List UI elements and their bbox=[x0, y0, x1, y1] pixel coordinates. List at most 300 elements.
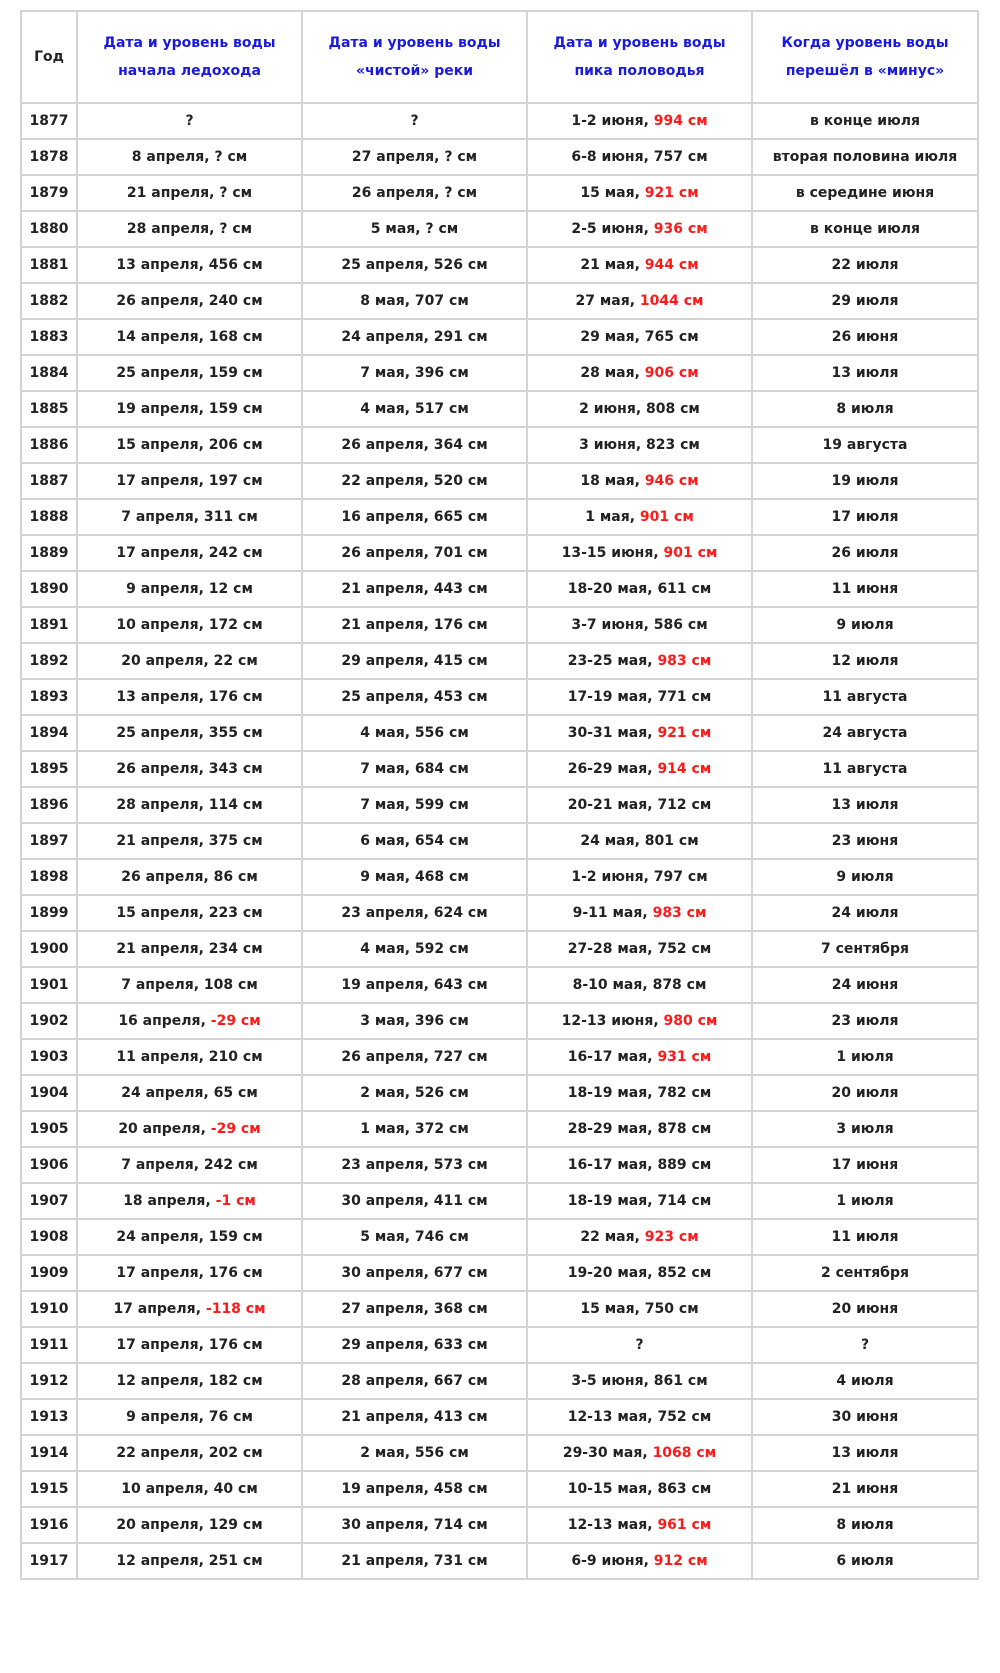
minus-level-cell: 13 июля bbox=[752, 1435, 978, 1471]
year-cell: 1911 bbox=[21, 1327, 77, 1363]
minus-level-cell: 26 июля bbox=[752, 535, 978, 571]
ice-start-date: 20 апреля bbox=[121, 653, 204, 669]
cell-separator: , bbox=[423, 689, 434, 705]
table-row bbox=[21, 139, 978, 175]
flood-peak-date: 27-28 мая bbox=[567, 941, 648, 957]
year-cell: 1910 bbox=[21, 1291, 77, 1327]
flood-peak-level: 771 см bbox=[657, 689, 712, 705]
ice-start-cell bbox=[77, 571, 302, 607]
clear-river-cell bbox=[302, 823, 527, 859]
flood-peak-cell bbox=[527, 355, 752, 391]
cell-separator: , bbox=[198, 761, 209, 777]
ice-start-cell bbox=[77, 967, 302, 1003]
flood-peak-cell bbox=[527, 715, 752, 751]
minus-level-cell: 4 июля bbox=[752, 1363, 978, 1399]
ice-start-cell bbox=[77, 427, 302, 463]
clear-river-date: 23 апреля bbox=[341, 905, 424, 921]
clear-river-date: 4 мая bbox=[360, 725, 405, 741]
cell-separator: , bbox=[423, 257, 434, 273]
clear-river-cell bbox=[302, 967, 527, 1003]
minus-level-cell: 1 июля bbox=[752, 1039, 978, 1075]
clear-river-level: 592 см bbox=[414, 941, 469, 957]
clear-river-date: 16 апреля bbox=[341, 509, 424, 525]
cell-separator: , bbox=[198, 1445, 209, 1461]
ice-start-cell bbox=[77, 1003, 302, 1039]
cell-separator: , bbox=[195, 1301, 206, 1317]
flood-peak-date: 24 мая bbox=[580, 833, 635, 849]
minus-level-cell: 24 августа bbox=[752, 715, 978, 751]
flood-peak-level: 852 см bbox=[657, 1265, 712, 1281]
ice-start-date: 18 апреля bbox=[123, 1193, 206, 1209]
flood-peak-level: 611 см bbox=[657, 581, 712, 597]
cell-separator: , bbox=[634, 365, 645, 381]
cell-separator: , bbox=[643, 149, 654, 165]
clear-river-date: 2 мая bbox=[360, 1085, 405, 1101]
ice-start-cell bbox=[77, 103, 302, 139]
clear-river-level: 665 см bbox=[433, 509, 488, 525]
flood-peak-level: 923 см bbox=[644, 1229, 699, 1245]
year-cell: 1917 bbox=[21, 1543, 77, 1579]
year-cell: 1892 bbox=[21, 643, 77, 679]
table-row bbox=[21, 967, 978, 1003]
cell-separator: , bbox=[198, 581, 209, 597]
flood-peak-date: 3 июня bbox=[579, 437, 636, 453]
ice-start-level: 159 см bbox=[208, 1229, 263, 1245]
flood-peak-cell bbox=[527, 1183, 752, 1219]
clear-river-cell bbox=[302, 1327, 527, 1363]
flood-peak-date: 22 мая bbox=[580, 1229, 635, 1245]
ice-start-cell bbox=[77, 283, 302, 319]
ice-start-date: 26 апреля bbox=[121, 869, 204, 885]
clear-river-level: 667 см bbox=[433, 1373, 488, 1389]
ice-start-level: 114 см bbox=[208, 797, 263, 813]
ice-start-level: 159 см bbox=[208, 365, 263, 381]
year-cell: 1885 bbox=[21, 391, 77, 427]
flood-peak-cell bbox=[527, 1435, 752, 1471]
ice-start-date: 20 апреля bbox=[116, 1517, 199, 1533]
table-row bbox=[21, 571, 978, 607]
table-row bbox=[21, 751, 978, 787]
cell-separator: , bbox=[198, 329, 209, 345]
flood-peak-level: 983 см bbox=[657, 653, 712, 669]
clear-river-cell bbox=[302, 175, 527, 211]
clear-river-cell bbox=[302, 355, 527, 391]
year-cell: 1895 bbox=[21, 751, 77, 787]
year-cell: 1912 bbox=[21, 1363, 77, 1399]
flood-peak-cell bbox=[527, 1291, 752, 1327]
ice-start-cell bbox=[77, 823, 302, 859]
flood-peak-date: 6-8 июня bbox=[571, 149, 644, 165]
clear-river-cell bbox=[302, 1111, 527, 1147]
table-row bbox=[21, 391, 978, 427]
table-row bbox=[21, 1255, 978, 1291]
cell-separator: , bbox=[653, 545, 664, 561]
flood-peak-date: 16-17 мая bbox=[567, 1157, 648, 1173]
year-cell: 1908 bbox=[21, 1219, 77, 1255]
clear-river-date: 21 апреля bbox=[341, 617, 424, 633]
flood-peak-date: 27 мая bbox=[575, 293, 630, 309]
ice-start-level: 182 см bbox=[208, 1373, 263, 1389]
year-cell: 1906 bbox=[21, 1147, 77, 1183]
ice-start-level: 456 см bbox=[208, 257, 263, 273]
clear-river-cell bbox=[302, 103, 527, 139]
cell-separator: , bbox=[643, 113, 654, 129]
minus-level-cell: 21 июня bbox=[752, 1471, 978, 1507]
cell-separator: , bbox=[642, 905, 653, 921]
table-row bbox=[21, 427, 978, 463]
clear-river-cell bbox=[302, 499, 527, 535]
cell-separator: , bbox=[642, 1445, 653, 1461]
clear-river-date: 21 апреля bbox=[341, 1409, 424, 1425]
cell-separator: , bbox=[203, 1085, 214, 1101]
clear-river-level: 633 см bbox=[433, 1337, 488, 1353]
header-minus-level: Когда уровень воды перешёл в «минус» bbox=[752, 11, 978, 103]
minus-level-cell: 2 сентября bbox=[752, 1255, 978, 1291]
year-cell: 1879 bbox=[21, 175, 77, 211]
clear-river-date: 30 апреля bbox=[341, 1265, 424, 1281]
flood-peak-level: 750 см bbox=[644, 1301, 699, 1317]
cell-separator: , bbox=[642, 977, 653, 993]
flood-peak-cell bbox=[527, 211, 752, 247]
ice-start-cell bbox=[77, 319, 302, 355]
flood-peak-cell bbox=[527, 931, 752, 967]
flood-peak-cell bbox=[527, 1147, 752, 1183]
cell-separator: , bbox=[404, 761, 415, 777]
ice-start-cell bbox=[77, 355, 302, 391]
flood-peak-cell bbox=[527, 1471, 752, 1507]
flood-peak-level: 980 см bbox=[663, 1013, 718, 1029]
table-header bbox=[21, 11, 978, 103]
flood-peak-date: 12-13 мая bbox=[567, 1517, 648, 1533]
clear-river-cell bbox=[302, 1363, 527, 1399]
year-cell: 1893 bbox=[21, 679, 77, 715]
ice-start-date: 13 апреля bbox=[116, 689, 199, 705]
flood-peak-cell bbox=[527, 1075, 752, 1111]
flood-peak-date: 18-19 мая bbox=[567, 1085, 648, 1101]
minus-level-cell: 11 августа bbox=[752, 679, 978, 715]
ice-start-date: 22 апреля bbox=[116, 1445, 199, 1461]
cell-separator: , bbox=[647, 1265, 658, 1281]
flood-peak-cell bbox=[527, 895, 752, 931]
flood-peak-level: 946 см bbox=[644, 473, 699, 489]
clear-river-cell bbox=[302, 1507, 527, 1543]
table-row bbox=[21, 859, 978, 895]
year-cell: 1907 bbox=[21, 1183, 77, 1219]
clear-river-cell bbox=[302, 1147, 527, 1183]
cell-separator: , bbox=[643, 617, 654, 633]
flood-peak-level: 714 см bbox=[657, 1193, 712, 1209]
table-row bbox=[21, 715, 978, 751]
cell-separator: , bbox=[647, 1157, 658, 1173]
cell-separator: , bbox=[203, 869, 214, 885]
minus-level-cell: 6 июля bbox=[752, 1543, 978, 1579]
ice-start-level: 242 см bbox=[203, 1157, 258, 1173]
year-cell: 1914 bbox=[21, 1435, 77, 1471]
flood-peak-level: 808 см bbox=[646, 401, 700, 417]
flood-peak-date: 19-20 мая bbox=[567, 1265, 648, 1281]
clear-river-level: 714 см bbox=[433, 1517, 488, 1533]
flood-peak-date: 1-2 июня bbox=[571, 113, 644, 129]
clear-river-date: 22 апреля bbox=[341, 473, 424, 489]
ice-start-date: 17 апреля bbox=[116, 473, 199, 489]
clear-river-date: 19 апреля bbox=[341, 977, 424, 993]
flood-peak-level: 912 см bbox=[653, 1553, 708, 1569]
minus-level-cell: 9 июля bbox=[752, 859, 978, 895]
flood-peak-date: 15 мая bbox=[580, 1301, 635, 1317]
clear-river-level: 746 см bbox=[414, 1229, 469, 1245]
ice-start-level: 343 см bbox=[208, 761, 263, 777]
clear-river-level: ? см bbox=[444, 185, 478, 201]
flood-peak-date: 2 июня bbox=[579, 401, 636, 417]
cell-separator: , bbox=[404, 1229, 415, 1245]
flood-peak-level: 878 см bbox=[652, 977, 707, 993]
ice-start-cell bbox=[77, 1147, 302, 1183]
ice-start-level: ? см bbox=[219, 221, 253, 237]
flood-peak-cell bbox=[527, 391, 752, 427]
cell-separator: , bbox=[404, 941, 415, 957]
ice-start-cell bbox=[77, 895, 302, 931]
cell-separator: , bbox=[198, 401, 209, 417]
flood-peak-level: 1068 см bbox=[652, 1445, 717, 1461]
flood-peak-cell bbox=[527, 643, 752, 679]
ice-start-level: ? см bbox=[214, 149, 248, 165]
ice-start-date: 12 апреля bbox=[116, 1553, 199, 1569]
ice-start-date: 25 апреля bbox=[116, 725, 199, 741]
flood-peak-level: 752 см bbox=[657, 941, 712, 957]
flood-peak-date: 16-17 мая bbox=[567, 1049, 648, 1065]
clear-river-date: 6 мая bbox=[360, 833, 405, 849]
table-row bbox=[21, 607, 978, 643]
ice-start-level: 12 см bbox=[208, 581, 253, 597]
ice-start-cell bbox=[77, 1399, 302, 1435]
cell-separator: , bbox=[200, 1121, 211, 1137]
clear-river-date: 5 мая bbox=[370, 221, 416, 237]
flood-peak-cell bbox=[527, 1111, 752, 1147]
table-row bbox=[21, 319, 978, 355]
clear-river-date: 30 апреля bbox=[341, 1517, 424, 1533]
year-cell: 1909 bbox=[21, 1255, 77, 1291]
clear-river-level: 731 см bbox=[433, 1553, 488, 1569]
cell-separator: , bbox=[647, 1085, 658, 1101]
minus-level-cell: 26 июня bbox=[752, 319, 978, 355]
table-row bbox=[21, 1147, 978, 1183]
table-row bbox=[21, 643, 978, 679]
ice-start-level: -29 см bbox=[210, 1121, 261, 1137]
clear-river-level: 684 см bbox=[414, 761, 469, 777]
flood-peak-cell bbox=[527, 607, 752, 643]
cell-separator: , bbox=[423, 1157, 434, 1173]
flood-peak-date: 12-13 июня bbox=[561, 1013, 654, 1029]
year-cell: 1904 bbox=[21, 1075, 77, 1111]
flood-peak-cell bbox=[527, 175, 752, 211]
ice-start-level: 172 см bbox=[208, 617, 263, 633]
ice-start-level: 86 см bbox=[213, 869, 258, 885]
ice-start-level: 108 см bbox=[203, 977, 258, 993]
flood-peak-level: 782 см bbox=[657, 1085, 712, 1101]
clear-river-level: 556 см bbox=[414, 725, 469, 741]
clear-river-date: 27 апреля bbox=[351, 149, 435, 165]
minus-level-cell: 13 июля bbox=[752, 355, 978, 391]
minus-level-cell: в середине июня bbox=[752, 175, 978, 211]
cell-separator: , bbox=[647, 689, 658, 705]
cell-separator: , bbox=[647, 761, 658, 777]
ice-start-cell bbox=[77, 1255, 302, 1291]
minus-level-cell: 19 августа bbox=[752, 427, 978, 463]
ice-start-cell bbox=[77, 139, 302, 175]
flood-peak-date: 2-5 июня bbox=[571, 221, 644, 237]
ice-start-date: 15 апреля bbox=[116, 905, 199, 921]
ice-start-cell bbox=[77, 247, 302, 283]
flood-peak-date: 1-2 июня bbox=[571, 869, 644, 885]
flood-peak-date: 15 мая bbox=[580, 185, 635, 201]
clear-river-date: 2 мая bbox=[360, 1445, 405, 1461]
table-row bbox=[21, 1543, 978, 1579]
clear-river-date: 9 мая bbox=[360, 869, 405, 885]
flood-peak-cell bbox=[527, 535, 752, 571]
cell-separator: , bbox=[404, 797, 415, 813]
minus-level-cell: 8 июля bbox=[752, 1507, 978, 1543]
cell-separator: , bbox=[423, 509, 434, 525]
minus-level-cell: 8 июля bbox=[752, 391, 978, 427]
ice-start-cell bbox=[77, 1471, 302, 1507]
cell-separator: , bbox=[423, 581, 434, 597]
flood-peak-date: 3-7 июня bbox=[571, 617, 644, 633]
flood-peak-level: 914 см bbox=[657, 761, 712, 777]
cell-separator: , bbox=[198, 1265, 209, 1281]
cell-separator: , bbox=[647, 1049, 658, 1065]
flood-peak-level: 863 см bbox=[657, 1481, 712, 1497]
ice-start-date: 28 апреля bbox=[116, 797, 199, 813]
cell-separator: , bbox=[647, 653, 658, 669]
flood-peak-level: 906 см bbox=[644, 365, 699, 381]
cell-separator: , bbox=[423, 1049, 434, 1065]
cell-separator: , bbox=[198, 833, 209, 849]
table-row bbox=[21, 355, 978, 391]
cell-separator: , bbox=[198, 257, 209, 273]
cell-separator: , bbox=[647, 725, 658, 741]
clear-river-date: 1 мая bbox=[360, 1121, 405, 1137]
ice-start-date: 8 апреля bbox=[131, 149, 205, 165]
clear-river-cell bbox=[302, 247, 527, 283]
flood-peak-cell bbox=[527, 1507, 752, 1543]
cell-separator: , bbox=[647, 1517, 658, 1533]
cell-separator: , bbox=[647, 1193, 658, 1209]
cell-separator: , bbox=[404, 1121, 415, 1137]
ice-start-date: 26 апреля bbox=[116, 761, 199, 777]
year-cell: 1897 bbox=[21, 823, 77, 859]
clear-river-cell bbox=[302, 859, 527, 895]
minus-level-cell: 30 июня bbox=[752, 1399, 978, 1435]
clear-river-level: 176 см bbox=[433, 617, 488, 633]
ice-start-cell bbox=[77, 1543, 302, 1579]
cell-separator: , bbox=[198, 1337, 209, 1353]
clear-river-level: 517 см bbox=[414, 401, 469, 417]
ice-start-date: 7 апреля bbox=[121, 1157, 194, 1173]
ice-start-level: 234 см bbox=[208, 941, 263, 957]
ice-start-cell bbox=[77, 1363, 302, 1399]
minus-level-cell: 11 июня bbox=[752, 571, 978, 607]
minus-level-cell: 11 августа bbox=[752, 751, 978, 787]
cell-separator: , bbox=[643, 1373, 654, 1389]
table-row bbox=[21, 1327, 978, 1363]
flood-peak-cell bbox=[527, 283, 752, 319]
cell-separator: , bbox=[423, 1481, 434, 1497]
clear-river-cell bbox=[302, 931, 527, 967]
ice-start-date: 15 апреля bbox=[116, 437, 199, 453]
clear-river-date: 29 апреля bbox=[341, 1337, 424, 1353]
minus-level-cell: ? bbox=[752, 1327, 978, 1363]
ice-start-level: 76 см bbox=[208, 1409, 253, 1425]
flood-peak-cell bbox=[527, 1039, 752, 1075]
cell-separator: , bbox=[198, 689, 209, 705]
cell-separator: , bbox=[629, 293, 640, 309]
table-row bbox=[21, 679, 978, 715]
flood-peak-level: 861 см bbox=[653, 1373, 708, 1389]
cell-separator: , bbox=[203, 1481, 214, 1497]
clear-river-date: 7 мая bbox=[360, 797, 405, 813]
clear-river-level: 468 см bbox=[414, 869, 469, 885]
cell-separator: , bbox=[423, 977, 434, 993]
minus-level-cell: 3 июля bbox=[752, 1111, 978, 1147]
cell-separator: , bbox=[634, 1301, 645, 1317]
ice-start-cell bbox=[77, 1507, 302, 1543]
clear-river-cell bbox=[302, 607, 527, 643]
flood-peak-cell bbox=[527, 103, 752, 139]
ice-start-cell bbox=[77, 175, 302, 211]
clear-river-date: 21 апреля bbox=[341, 1553, 424, 1569]
clear-river-cell bbox=[302, 139, 527, 175]
clear-river-level: 624 см bbox=[433, 905, 488, 921]
ice-start-level: 202 см bbox=[208, 1445, 263, 1461]
minus-level-cell: 29 июля bbox=[752, 283, 978, 319]
table-row bbox=[21, 1219, 978, 1255]
clear-river-level: 643 см bbox=[433, 977, 488, 993]
flood-peak-date: ? bbox=[635, 1337, 644, 1353]
ice-start-level: 251 см bbox=[208, 1553, 263, 1569]
table-row bbox=[21, 1003, 978, 1039]
cell-separator: , bbox=[404, 1085, 415, 1101]
flood-peak-cell bbox=[527, 823, 752, 859]
header-ice-start: Дата и уровень воды начала ледохода bbox=[77, 11, 302, 103]
clear-river-level: 599 см bbox=[414, 797, 469, 813]
clear-river-date: ? bbox=[410, 113, 419, 129]
clear-river-cell bbox=[302, 463, 527, 499]
flood-peak-level: 752 см bbox=[657, 1409, 712, 1425]
table-body bbox=[21, 103, 978, 1579]
cell-separator: , bbox=[198, 941, 209, 957]
ice-start-cell bbox=[77, 787, 302, 823]
clear-river-date: 23 апреля bbox=[341, 1157, 424, 1173]
cell-separator: , bbox=[423, 437, 434, 453]
clear-river-date: 26 апреля bbox=[341, 437, 424, 453]
year-cell: 1883 bbox=[21, 319, 77, 355]
clear-river-date: 8 мая bbox=[360, 293, 405, 309]
cell-separator: , bbox=[193, 977, 204, 993]
flood-peak-level: 983 см bbox=[652, 905, 707, 921]
clear-river-date: 25 апреля bbox=[341, 257, 424, 273]
clear-river-level: 372 см bbox=[414, 1121, 469, 1137]
flood-peak-cell bbox=[527, 463, 752, 499]
clear-river-level: 396 см bbox=[414, 365, 469, 381]
ice-start-level: 210 см bbox=[208, 1049, 263, 1065]
clear-river-date: 26 апреля bbox=[341, 545, 424, 561]
flood-peak-date: 29 мая bbox=[580, 329, 635, 345]
year-cell: 1888 bbox=[21, 499, 77, 535]
flood-peak-cell bbox=[527, 1255, 752, 1291]
clear-river-level: 677 см bbox=[433, 1265, 488, 1281]
cell-separator: , bbox=[653, 1013, 664, 1029]
clear-river-level: 411 см bbox=[433, 1193, 488, 1209]
